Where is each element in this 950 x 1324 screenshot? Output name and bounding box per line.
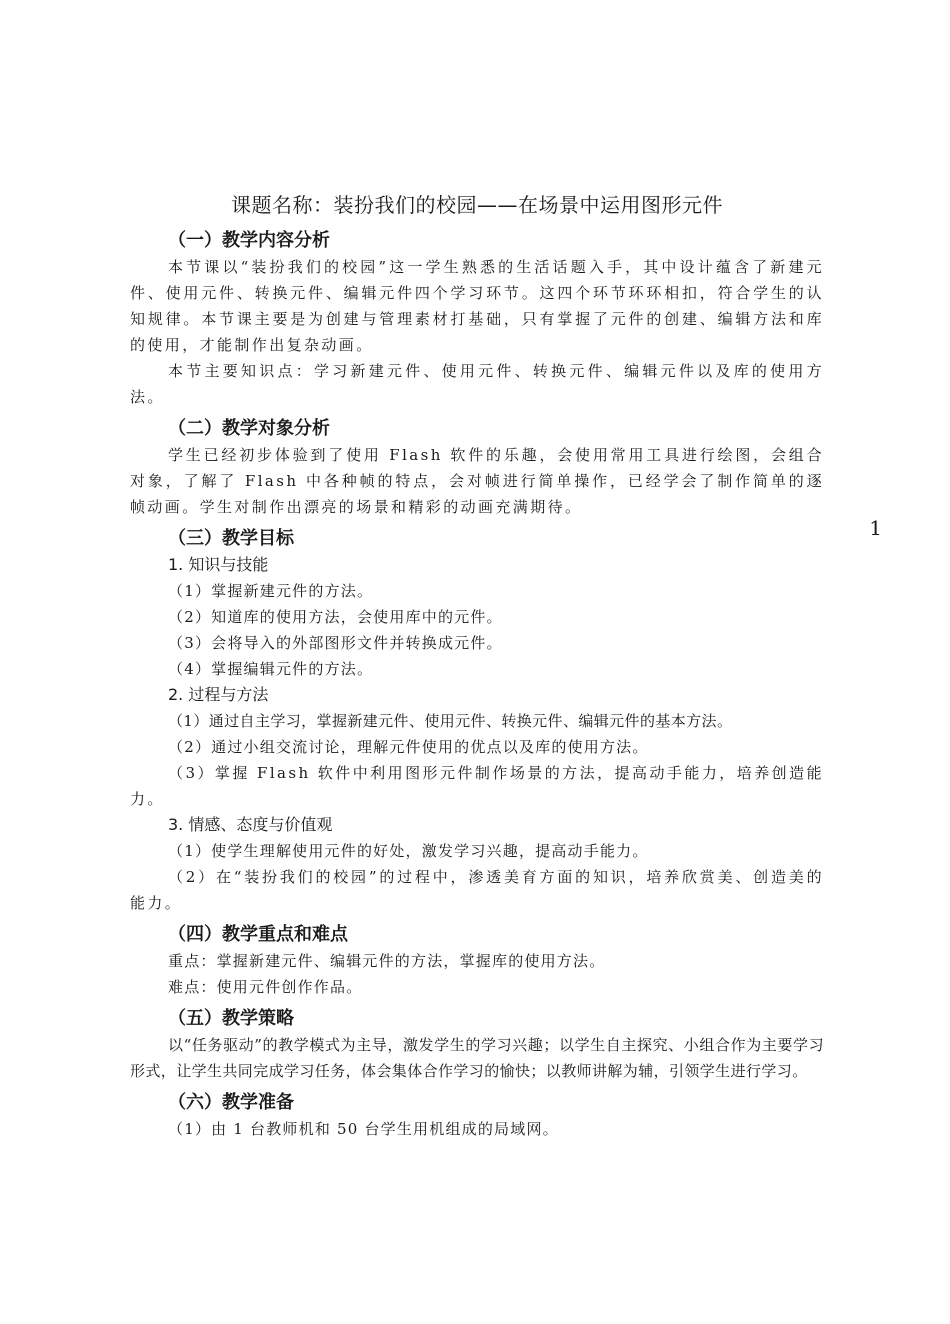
list-item: （3）会将导入的外部图形文件并转换成元件。 [168, 634, 503, 652]
goal-group-title: 2. 过程与方法 [168, 685, 269, 704]
list-item: （2）在“装扮我们的校园”的过程中，渗透美育方面的知识，培养欣赏美、创造美的能力。 [130, 868, 824, 912]
paragraph: 本节主要知识点：学习新建元件、使用元件、转换元件、编辑元件以及库的使用方法。 [130, 362, 824, 406]
goal-group-title: 1. 知识与技能 [168, 555, 269, 574]
paragraph: 本节课以“装扮我们的校园”这一学生熟悉的生活话题入手，其中设计蕴含了新建元件、使用元件、转换元件、编辑元件四个学习环节。这四个环节环环相扣，符合学生的认知规律。本节课主要是为创建与管理素材打基础，只有掌握了元件的创建、编辑方法和库的使用，才能制作出复杂动画。 [130, 258, 824, 354]
list-item: （1）通过自主学习，掌握新建元件、使用元件、转换元件、编辑元件的基本方法。 [168, 712, 733, 730]
list-item: （2）知道库的使用方法，会使用库中的元件。 [168, 608, 503, 626]
list-item: （4）掌握编辑元件的方法。 [168, 660, 374, 678]
list-item: （2）通过小组交流讨论，理解元件使用的优点以及库的使用方法。 [168, 738, 649, 756]
section-heading-teaching-strategy: （五）教学策略 [168, 1008, 294, 1029]
section-heading-teaching-preparation: （六）教学准备 [168, 1092, 294, 1113]
key-point: 重点：掌握新建元件、编辑元件的方法，掌握库的使用方法。 [168, 952, 606, 970]
difficult-point: 难点：使用元件创作作品。 [168, 978, 363, 996]
list-item: （3）掌握 Flash 软件中利用图形元件制作场景的方法，提高动手能力，培养创造能力。 [130, 764, 824, 808]
goal-group-title: 3. 情感、态度与价值观 [168, 815, 333, 834]
list-item: （1）由 1 台教师机和 50 台学生用机组成的局域网。 [168, 1120, 559, 1138]
section-heading-content-analysis: （一）教学内容分析 [168, 230, 330, 251]
list-item: （1）掌握新建元件的方法。 [168, 582, 374, 600]
section-heading-key-points: （四）教学重点和难点 [168, 924, 348, 945]
list-item: （1）使学生理解使用元件的好处，激发学习兴趣，提高动手能力。 [168, 842, 649, 860]
document-body [130, 228, 824, 1142]
paragraph: 学生已经初步体验到了使用 Flash 软件的乐趣，会使用常用工具进行绘图，会组合对象，了解了 Flash 中各种帧的特点，会对帧进行简单操作，已经学会了制作简单的逐帧动画。学生对制作出漂亮的场景和精彩的动画充满期待。 [130, 446, 824, 516]
paragraph: 以“任务驱动”的教学模式为主导，激发学生的学习兴趣；以学生自主探究、小组合作为主要学习形式，让学生共同完成学习任务，体会集体合作学习的愉快；以教师讲解为辅，引领学生进行学习。 [130, 1036, 824, 1080]
lesson-title: 课题名称：装扮我们的校园——在场景中运用图形元件 [231, 193, 723, 217]
section-heading-teaching-goals: （三）教学目标 [168, 528, 294, 549]
page-number: 1 [869, 516, 882, 540]
section-heading-student-analysis: （二）教学对象分析 [168, 418, 330, 439]
